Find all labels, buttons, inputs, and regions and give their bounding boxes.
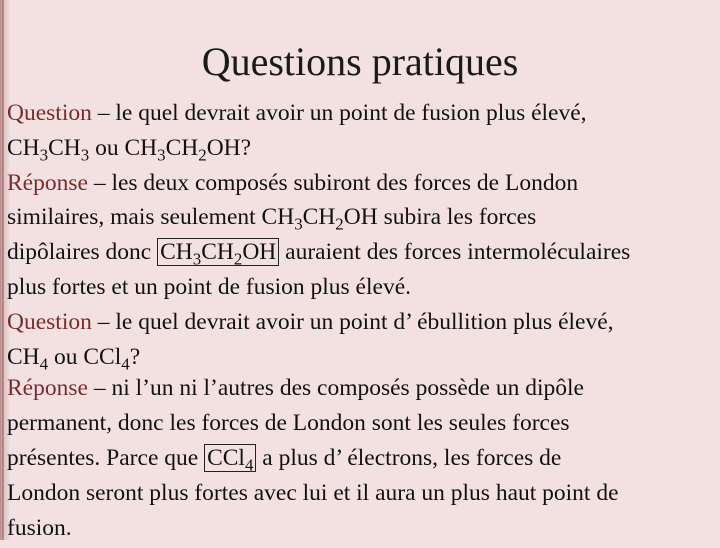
answer-2-line-4: London seront plus fortes avec lui et il aura un plus haut point de [7, 479, 619, 506]
slide-title: Questions pratiques [201, 39, 519, 84]
answer-2-line-3: présentes. Parce que CCl$_4$ a plus d’ électrons, les forces de [7, 444, 562, 475]
question-2-line-2: $CH_4$ ou CCl$_4$? [7, 343, 141, 373]
answer-1-keyword: Réponse [7, 169, 88, 196]
question-2-line-1: Question – le quel devrait avoir un point d’ ébullition plus élevé, [7, 308, 614, 335]
question-2-keyword: Question [7, 308, 92, 335]
answer-1-line-4: plus fortes et un point de fusion plus élevé. [7, 273, 411, 300]
answer-2-line-5: fusion. [7, 514, 72, 541]
answer-1-line-3: dipôlaires donc $CH_3CH_2OH$ auraient des forces intermoléculaires [7, 239, 631, 269]
slide-body [7, 96, 713, 548]
boxed-formula-ccl4: CCl$_4$ [204, 444, 256, 472]
question-1-line-2: $CH_3CH_3$ ou $CH_3CH_2OH$? [7, 134, 252, 165]
answer-2-line-1: Réponse – ni l’un ni l’autres des composés possède un dipôle [7, 375, 584, 402]
boxed-formula-ethanol: $CH_3CH_2OH$ [157, 238, 279, 266]
question-1-line-1: Question – le quel devrait avoir un point de fusion plus élevé, [7, 100, 587, 126]
answer-1-line-1: Réponse – les deux composés subiront des forces de London [7, 169, 579, 196]
question-1-keyword: Question [7, 100, 92, 126]
answer-2-line-2: permanent, donc les forces de London sont les seules forces [7, 410, 570, 437]
answer-2-keyword: Réponse [7, 375, 88, 402]
answer-1-line-2: similaires, mais seulement $CH_3CH_2OH$ subira les forces [7, 204, 537, 234]
